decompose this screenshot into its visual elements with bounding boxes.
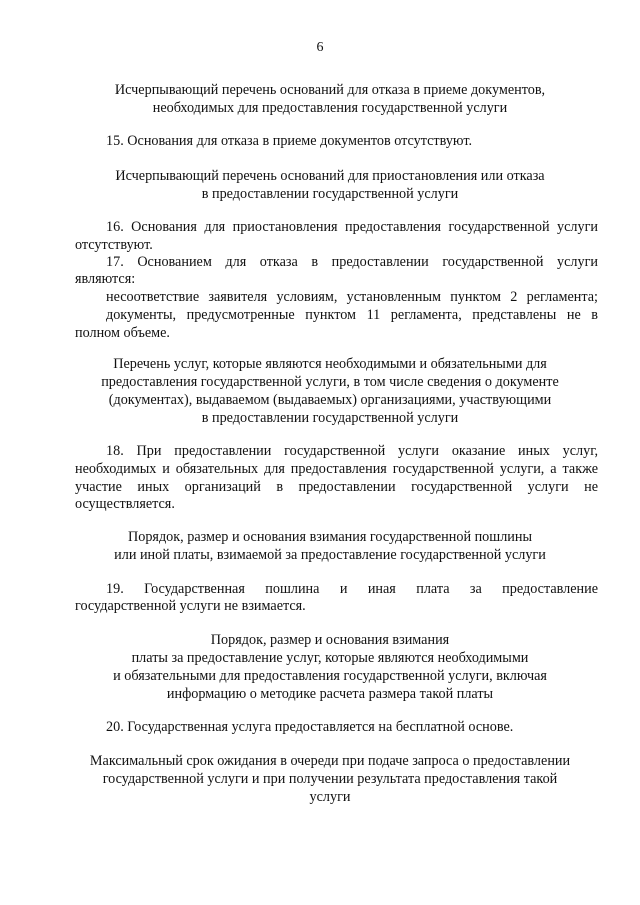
paragraph-line: являются: (75, 271, 136, 287)
section-heading-line: необходимых для предоставления государственной услуги (152, 100, 508, 116)
paragraph-line: документы, предусмотренные пунктом 11 регламента, представлены не в (106, 307, 598, 323)
page-number: 6 (316, 40, 324, 55)
paragraph-line: 16. Основания для приостановления предоставления государственной услуги (106, 219, 598, 235)
section-heading-line: Исчерпывающий перечень оснований для приостановления или отказа (115, 168, 545, 184)
paragraph-line: отсутствуют. (75, 237, 153, 253)
section-heading-line: в предоставлении государственной услуги (201, 410, 459, 426)
paragraph-line: несоответствие заявителя условиям, установленным пунктом 2 регламента; (106, 289, 598, 305)
section-heading-line: государственной услуги и при получении результата предоставления такой (102, 771, 558, 787)
section-heading-line: информацию о методике расчета размера такой платы (166, 686, 494, 702)
section-heading-line: или иной платы, взимаемой за предоставление государственной услуги (114, 547, 546, 563)
section-heading-line: Перечень услуг, которые являются необходимыми и обязательными для (113, 356, 547, 372)
paragraph-line: 20. Государственная услуга предоставляется на бесплатной основе. (106, 719, 514, 735)
paragraph-line: участие иных организаций в предоставлении государственной услуги не (75, 479, 598, 495)
paragraph-line: необходимых и обязательных для предоставления государственной услуги, а также (75, 461, 598, 477)
paragraph-line: осуществляется. (75, 496, 175, 512)
paragraph-line: полном объеме. (75, 325, 170, 341)
section-heading-line: услуги (309, 789, 351, 805)
section-heading-line: предоставления государственной услуги, в том числе сведения о документе (101, 374, 559, 390)
paragraph-line: 17. Основанием для отказа в предоставлении государственной услуги (106, 254, 598, 270)
section-heading-line: (документах), выдаваемом (выдаваемых) организациями, участвующими (108, 392, 552, 408)
paragraph-line: 19. Государственная пошлина и иная плата за предоставление (106, 581, 598, 597)
section-heading-line: в предоставлении государственной услуги (201, 186, 459, 202)
section-heading-line: и обязательными для предоставления государственной услуги, включая (113, 668, 547, 684)
section-heading-line: Порядок, размер и основания взимания государственной пошлины (127, 529, 532, 545)
paragraph-line: 18. При предоставлении государственной услуги оказание иных услуг, (106, 443, 598, 459)
section-heading-line: платы за предоставление услуг, которые являются необходимыми (131, 650, 529, 666)
paragraph-line: 15. Основания для отказа в приеме документов отсутствуют. (106, 133, 473, 149)
paragraph-line: государственной услуги не взимается. (75, 598, 306, 614)
section-heading-line: Порядок, размер и основания взимания (210, 632, 450, 648)
section-heading-line: Исчерпывающий перечень оснований для отказа в приеме документов, (114, 82, 546, 98)
section-heading-line: Максимальный срок ожидания в очереди при подаче запроса о предоставлении (89, 753, 571, 769)
